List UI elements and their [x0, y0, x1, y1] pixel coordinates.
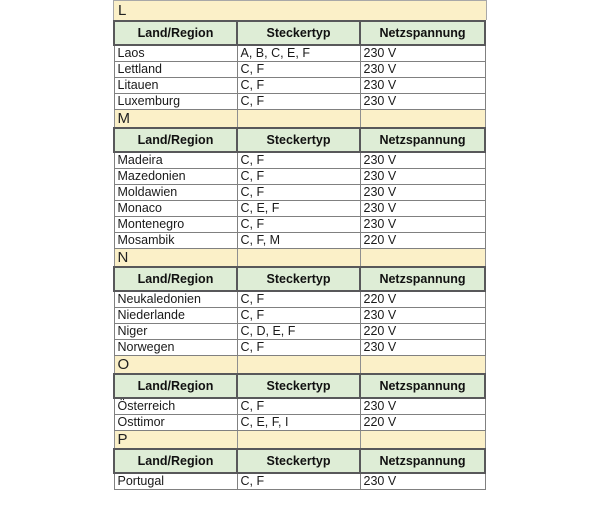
country-cell: Litauen: [114, 77, 237, 93]
voltage-cell: 230 V: [360, 200, 485, 216]
table-row: [114, 307, 485, 323]
table-row: [114, 414, 485, 430]
voltage-cell: 230 V: [360, 184, 485, 200]
table-row: [114, 232, 485, 248]
section-letter-cell-empty: [237, 430, 360, 449]
plug-type-cell: C, F: [237, 61, 360, 77]
voltage-cell: 230 V: [360, 307, 485, 323]
section-letter-cell-empty: [237, 248, 360, 267]
table-row: [114, 291, 485, 307]
column-header-netzspannung: Netzspannung: [360, 128, 485, 152]
table-row: [114, 45, 485, 61]
country-cell: Osttimor: [114, 414, 237, 430]
country-cell: Niederlande: [114, 307, 237, 323]
column-header-steckertyp: Steckertyp: [237, 267, 360, 291]
table-row: [114, 398, 485, 414]
plug-type-cell: C, F: [237, 398, 360, 414]
table-row: [114, 200, 485, 216]
voltage-cell: 220 V: [360, 291, 485, 307]
plug-type-cell: A, B, C, E, F: [237, 45, 360, 61]
plug-voltage-table: [113, 20, 486, 490]
column-header-row: [114, 128, 485, 152]
column-header-netzspannung: Netzspannung: [360, 267, 485, 291]
voltage-cell: 220 V: [360, 232, 485, 248]
column-header-row: [114, 267, 485, 291]
section-header-L: L: [113, 0, 487, 20]
table-row: [114, 184, 485, 200]
section-letter-cell: N: [114, 248, 237, 267]
table-row: [114, 216, 485, 232]
column-header-land-region: Land/Region: [114, 449, 237, 473]
voltage-cell: 230 V: [360, 152, 485, 168]
column-header-steckertyp: Steckertyp: [237, 374, 360, 398]
section-letter-cell: P: [114, 430, 237, 449]
country-cell: Monaco: [114, 200, 237, 216]
country-cell: Österreich: [114, 398, 237, 414]
country-cell: Montenegro: [114, 216, 237, 232]
voltage-cell: 230 V: [360, 93, 485, 109]
section-letter-cell-empty: [360, 109, 485, 128]
voltage-cell: 230 V: [360, 216, 485, 232]
voltage-cell: 230 V: [360, 45, 485, 61]
table-row: [114, 77, 485, 93]
column-header-steckertyp: Steckertyp: [237, 21, 360, 45]
plug-type-cell: C, F: [237, 77, 360, 93]
section-letter-cell-empty: [360, 430, 485, 449]
country-cell: Portugal: [114, 473, 237, 489]
column-header-row: [114, 374, 485, 398]
section-header-row-O: [114, 355, 485, 374]
plug-type-cell: C, E, F: [237, 200, 360, 216]
country-cell: Mazedonien: [114, 168, 237, 184]
table-row: [114, 152, 485, 168]
plug-type-cell: C, F: [237, 93, 360, 109]
section-letter-cell-empty: [237, 109, 360, 128]
country-cell: Mosambik: [114, 232, 237, 248]
table-row: [114, 168, 485, 184]
plug-type-cell: C, F, M: [237, 232, 360, 248]
voltage-cell: 230 V: [360, 339, 485, 355]
voltage-cell: 220 V: [360, 414, 485, 430]
plug-type-cell: C, E, F, I: [237, 414, 360, 430]
section-letter-cell-empty: [237, 355, 360, 374]
column-header-land-region: Land/Region: [114, 374, 237, 398]
table-row: [114, 61, 485, 77]
voltage-cell: 230 V: [360, 398, 485, 414]
country-cell: Neukaledonien: [114, 291, 237, 307]
plug-type-cell: C, F: [237, 473, 360, 489]
column-header-land-region: Land/Region: [114, 21, 237, 45]
plug-type-cell: C, D, E, F: [237, 323, 360, 339]
column-header-land-region: Land/Region: [114, 128, 237, 152]
column-header-steckertyp: Steckertyp: [237, 128, 360, 152]
column-header-netzspannung: Netzspannung: [360, 374, 485, 398]
column-header-row: [114, 449, 485, 473]
voltage-cell: 230 V: [360, 77, 485, 93]
column-header-netzspannung: Netzspannung: [360, 21, 485, 45]
column-header-netzspannung: Netzspannung: [360, 449, 485, 473]
section-letter-cell-empty: [360, 355, 485, 374]
plug-type-cell: C, F: [237, 339, 360, 355]
section-header-row-M: [114, 109, 485, 128]
table-row: [114, 473, 485, 489]
table-row: [114, 323, 485, 339]
country-cell: Luxemburg: [114, 93, 237, 109]
table-row: [114, 93, 485, 109]
country-cell: Madeira: [114, 152, 237, 168]
table-row: [114, 339, 485, 355]
section-letter-cell: M: [114, 109, 237, 128]
plug-type-cell: C, F: [237, 216, 360, 232]
plug-type-cell: C, F: [237, 184, 360, 200]
column-header-land-region: Land/Region: [114, 267, 237, 291]
voltage-cell: 230 V: [360, 473, 485, 489]
voltage-cell: 220 V: [360, 323, 485, 339]
plug-type-cell: C, F: [237, 168, 360, 184]
country-cell: Norwegen: [114, 339, 237, 355]
section-header-row-N: [114, 248, 485, 267]
voltage-cell: 230 V: [360, 168, 485, 184]
column-header-steckertyp: Steckertyp: [237, 449, 360, 473]
country-cell: Lettland: [114, 61, 237, 77]
country-cell: Moldawien: [114, 184, 237, 200]
section-letter-cell: O: [114, 355, 237, 374]
plug-type-cell: C, F: [237, 307, 360, 323]
plug-type-cell: C, F: [237, 291, 360, 307]
section-letter-cell-empty: [360, 248, 485, 267]
column-header-row: [114, 21, 485, 45]
voltage-cell: 230 V: [360, 61, 485, 77]
plug-type-cell: C, F: [237, 152, 360, 168]
country-cell: Niger: [114, 323, 237, 339]
country-cell: Laos: [114, 45, 237, 61]
section-header-row-P: [114, 430, 485, 449]
